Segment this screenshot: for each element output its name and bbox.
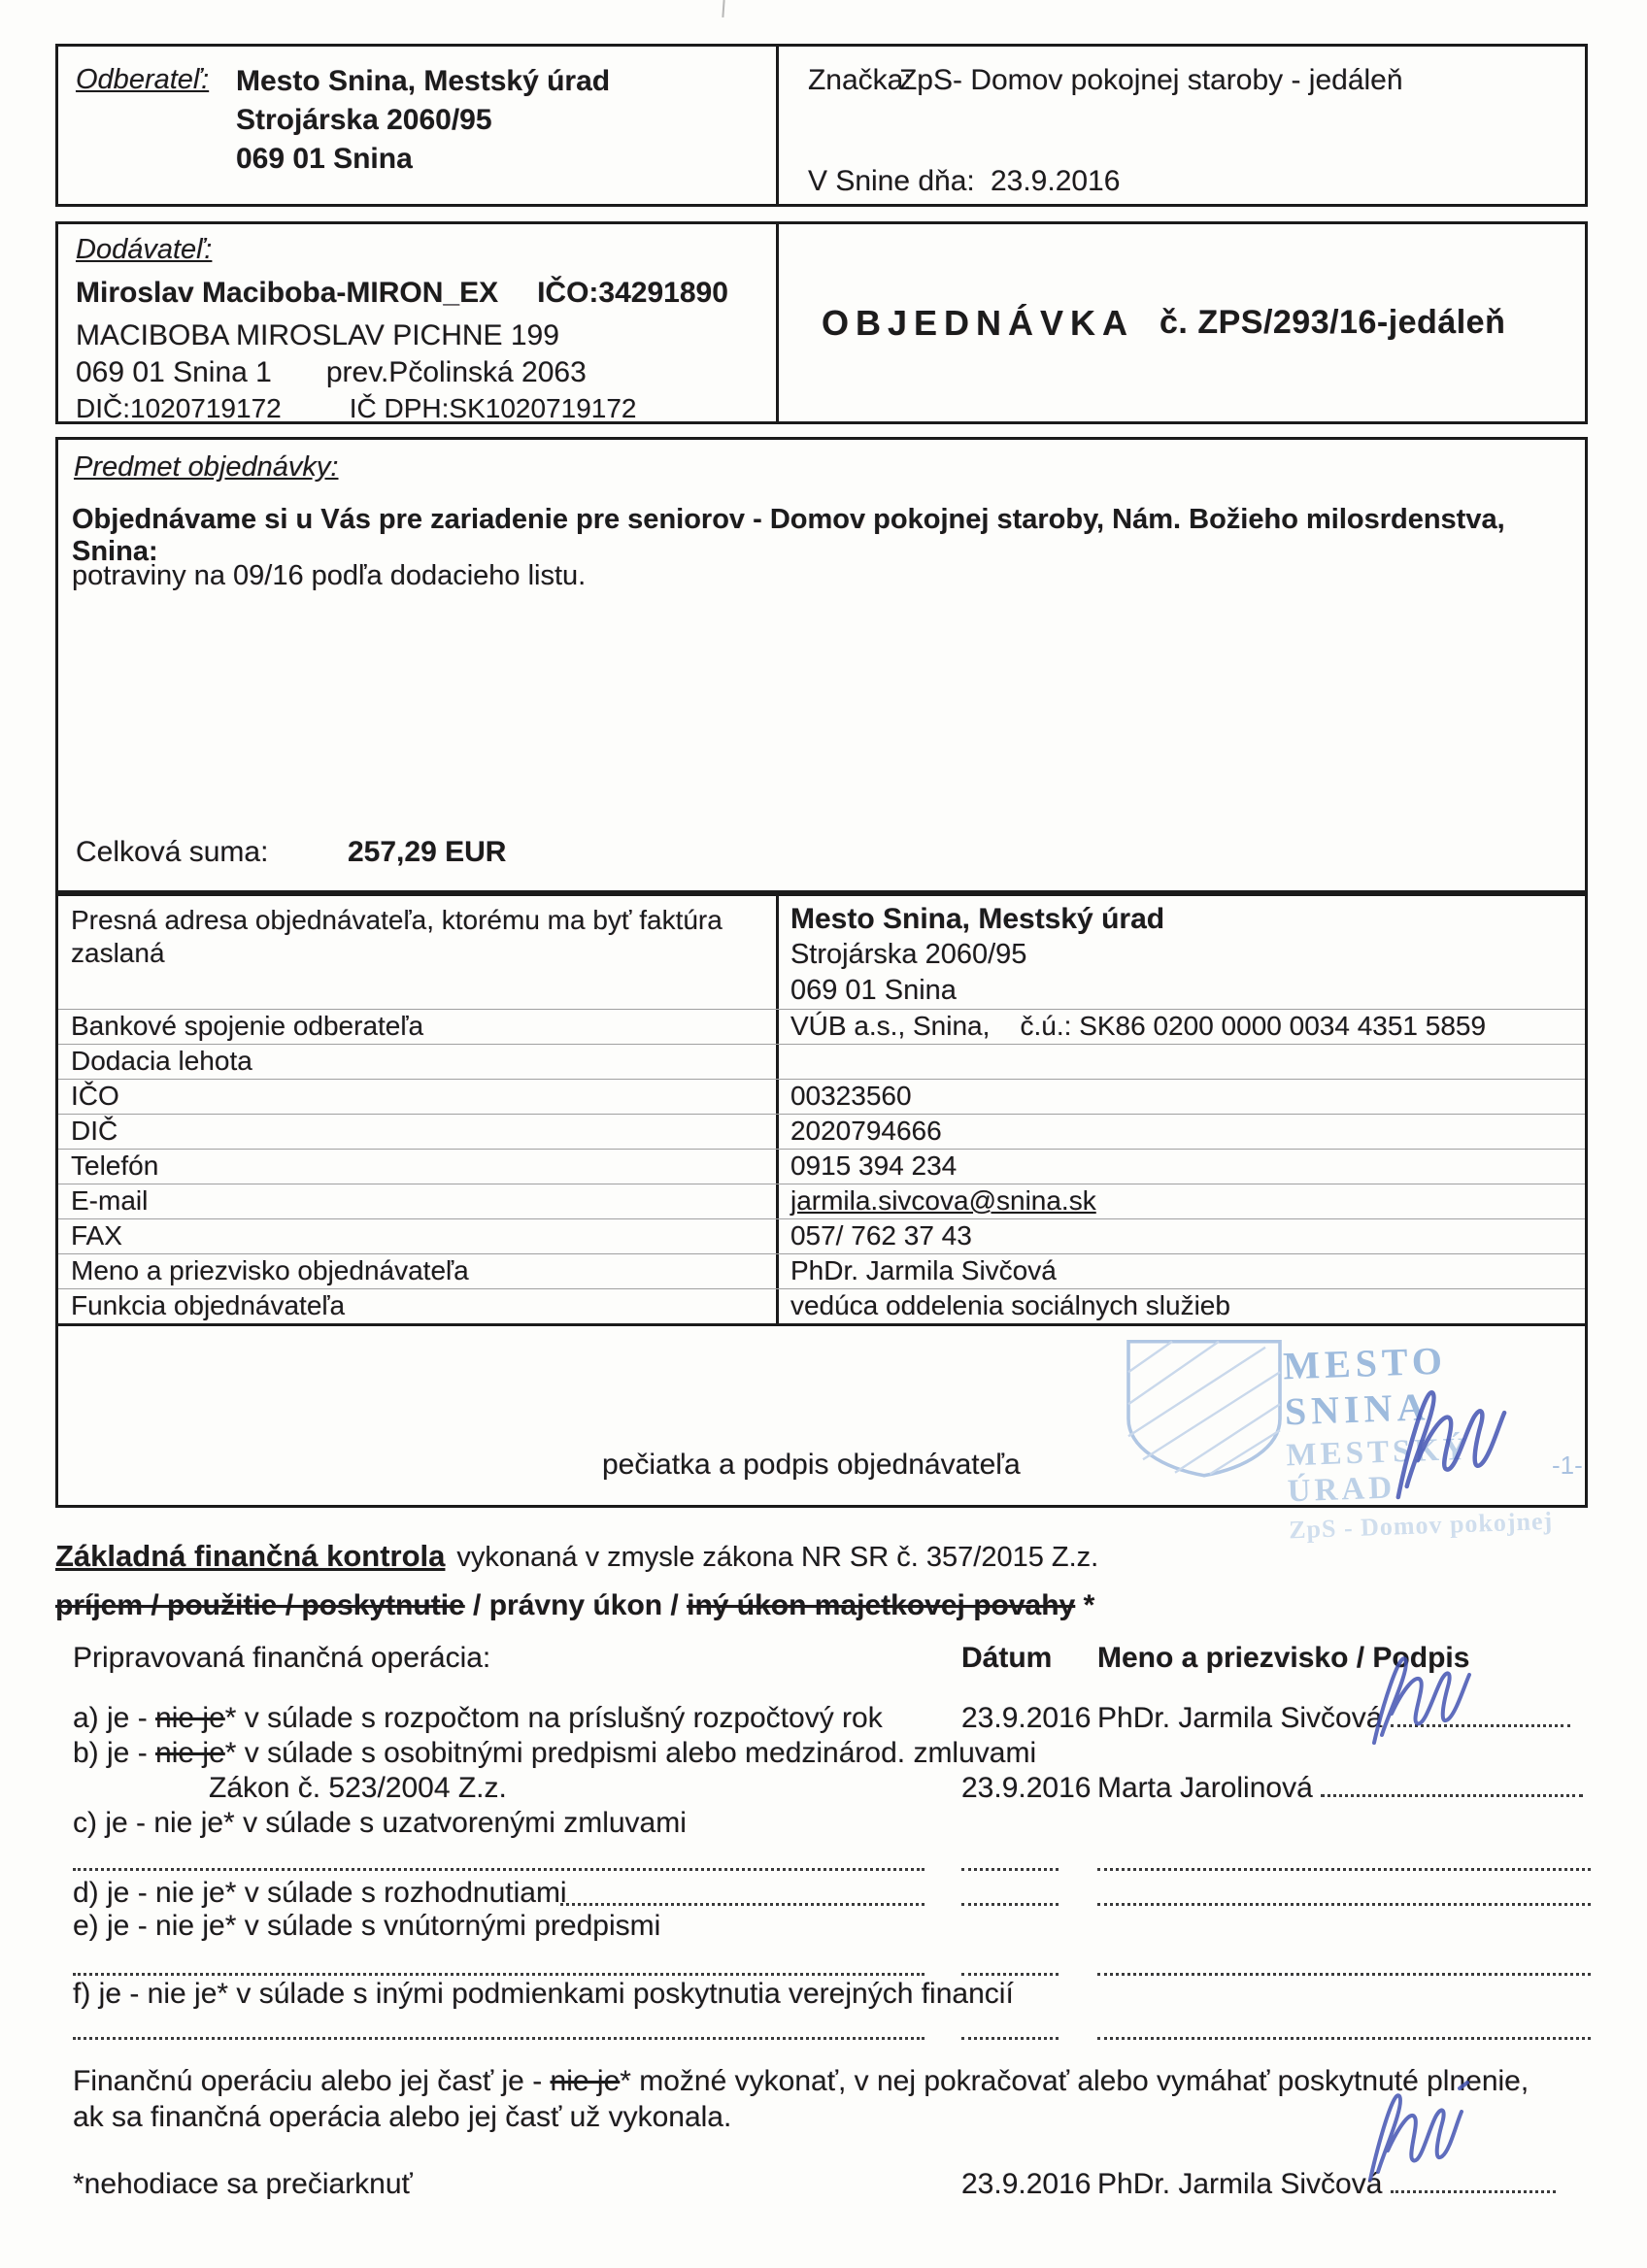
dotted-line	[961, 2037, 1059, 2040]
row-label: Bankové spojenie odberateľa	[58, 1010, 779, 1044]
stamp-note-label: pečiatka a podpis objednávateľa	[602, 1449, 1021, 1481]
buyer-reference-section	[55, 44, 1588, 207]
closing-suffix: * možné vykonať, v nej pokračovať alebo vymáhať poskytnuté plnenie,	[620, 2065, 1529, 2097]
dotted-row-2	[55, 1952, 1593, 1980]
buyer-city: 069 01 Snina	[236, 143, 413, 175]
kontrola-heading-rest: vykonaná v zmysle zákona NR SR č. 357/2015 Z.z.	[456, 1542, 1099, 1573]
table-row-fax	[58, 1218, 1585, 1253]
row-value: vedúca oddelenia sociálnych služieb	[790, 1290, 1230, 1320]
dotted-line	[1097, 1868, 1591, 1871]
supplier-line2: MACIBOBA MIROSLAV PICHNE 199	[76, 319, 559, 351]
stamp-line2: MESTSKÝ ÚRAD	[1285, 1431, 1471, 1510]
row-value: 057/ 762 37 43	[790, 1220, 972, 1251]
row-value-address	[779, 896, 1585, 1009]
stamp-signature	[1355, 1365, 1539, 1506]
row-b2-law: Zákon č. 523/2004 Z.z.	[209, 1772, 507, 1804]
place-date-label: V Snine dňa:	[807, 165, 975, 197]
dotted-row-1	[55, 1848, 1593, 1875]
place-date-value: 23.9.2016	[990, 165, 1121, 197]
stamp-page-mark: -1-	[1552, 1451, 1583, 1480]
buyer-street: Strojárska 2060/95	[236, 104, 492, 136]
invoice-address-city: 069 01 Snina	[790, 975, 957, 1006]
table-row-orderer-role	[58, 1288, 1585, 1323]
row-value: PhDr. Jarmila Sivčová	[790, 1255, 1057, 1285]
kontrola-heading: Základná finančná kontrola	[55, 1539, 446, 1573]
buyer-label: Odberateľ:	[76, 64, 210, 95]
dotted-line	[73, 2037, 924, 2040]
invoice-address-name: Mesto Snina, Mestský úrad	[790, 903, 1165, 935]
total-label: Celková suma:	[76, 836, 269, 868]
financial-control-section	[55, 1539, 1593, 2238]
row-label: FAX	[58, 1219, 779, 1253]
stamp-line1: MESTO SNINA	[1282, 1338, 1448, 1434]
table-row-email	[58, 1184, 1585, 1218]
signature-dotted-line	[1321, 1784, 1583, 1797]
kontrola-row-f	[55, 1978, 1593, 2011]
znacka-label: Značka:	[807, 64, 912, 96]
row-c-text: c) je - nie je* v súlade s uzatvorenými zmluvami	[73, 1807, 687, 1839]
table-row-bank	[58, 1009, 1585, 1044]
scan-artifact-mark	[722, 0, 724, 17]
supplier-name-line	[76, 277, 728, 310]
supplier-name: Miroslav Maciboba-MIRON_EX	[76, 277, 499, 309]
table-row-ico	[58, 1079, 1585, 1114]
dotted-row-3	[55, 2017, 1593, 2044]
subject-line2: potraviny na 09/16 podľa dodacieho listu.	[72, 560, 587, 591]
row-label: DIČ	[58, 1115, 779, 1149]
supplier-prevadzka: prev.Pčolinská 2063	[325, 356, 587, 388]
total-value: 257,29 EUR	[348, 836, 507, 868]
city-shield-stamp-icon	[1117, 1334, 1292, 1482]
dotted-line	[961, 1903, 1059, 1906]
dotted-line	[961, 1973, 1059, 1976]
dotted-line	[961, 1868, 1059, 1871]
supplier-city-line	[76, 356, 587, 389]
row-a-suffix: * v súlade s rozpočtom na príslušný rozpočtový rok	[224, 1702, 883, 1734]
closing-struck: nie je	[550, 2065, 621, 2097]
supplier-label: Dodávateľ:	[76, 234, 213, 265]
row-b-suffix: * v súlade s osobitnými predpismi alebo medzinárod. zmluvami	[224, 1737, 1037, 1769]
subject-line1: Objednávame si u Vás pre zariadenie pre seniorov - Domov pokojnej staroby, Nám. Božieho milosrdenstva, Snina:	[72, 504, 1505, 567]
table-row-dic	[58, 1114, 1585, 1149]
order-title-line	[779, 224, 1585, 421]
row-b-struck: nie je	[155, 1737, 225, 1769]
signature-final	[1345, 2075, 1481, 2189]
row-value: 00323560	[790, 1081, 912, 1111]
row-value	[779, 1045, 1585, 1079]
supplier-ico: IČO:34291890	[537, 277, 728, 309]
invoice-address-street: Strojárska 2060/95	[790, 939, 1027, 970]
row-b2-date: 23.9.2016	[961, 1772, 1092, 1804]
row-value: 0915 394 234	[790, 1151, 958, 1181]
order-cell	[779, 224, 1585, 421]
stamp-area	[58, 1323, 1585, 1545]
option-mid: / právny úkon /	[464, 1589, 688, 1621]
kontrola-row-d	[55, 1877, 1593, 1910]
buyer-name: Mesto Snina, Mestský úrad	[236, 65, 611, 97]
kontrola-row-c	[55, 1807, 1593, 1840]
row-label: E-mail	[58, 1184, 779, 1218]
dotted-line	[73, 1868, 924, 1871]
row-label: Dodacia lehota	[58, 1045, 779, 1079]
row-value-email: jarmila.sivcova@snina.sk	[790, 1185, 1096, 1216]
row-label: Funkcia objednávateľa	[58, 1289, 779, 1323]
supplier-cell	[58, 224, 779, 421]
closing-prefix: Finančnú operáciu alebo jej časť je -	[73, 2065, 551, 2097]
dotted-line	[1097, 2037, 1591, 2040]
row-a-struck: nie je	[155, 1702, 225, 1734]
dotted-line	[560, 1903, 924, 1906]
kontrola-row-e	[55, 1910, 1593, 1943]
stamp-line3: ZpS - Domov pokojnej	[1288, 1506, 1554, 1545]
supplier-icdph: IČ DPH:SK1020719172	[349, 393, 637, 423]
row-label: IČO	[58, 1080, 779, 1114]
supplier-dic: DIČ:1020719172	[76, 393, 282, 423]
table-row-delivery	[58, 1044, 1585, 1079]
details-table	[55, 893, 1588, 1545]
supplier-tax-line	[76, 393, 636, 424]
option-struck-2: iný úkon majetkovej povahy	[687, 1589, 1076, 1621]
row-a-prefix: a) je -	[73, 1702, 156, 1734]
row-value: VÚB a.s., Snina, č.ú.: SK86 0200 0000 0034 4351 5859	[790, 1011, 1487, 1041]
row-label: Telefón	[58, 1150, 779, 1184]
supplier-order-section	[55, 221, 1588, 424]
row-f-text: f) je - nie je* v súlade s inými podmienkami poskytnutia verejných financií	[73, 1978, 1014, 2010]
row-b2-name: Marta Jarolinová	[1097, 1772, 1322, 1804]
subject-label: Predmet objednávky:	[74, 451, 339, 483]
closing-line2: ak sa finančná operácia alebo jej časť už vykonala.	[73, 2101, 732, 2133]
table-row-orderer-name	[58, 1253, 1585, 1288]
order-number: č. ZPS/293/16-jedáleň	[1160, 304, 1506, 341]
column-name-header: Meno a priezvisko / Podpis	[1097, 1642, 1470, 1674]
option-struck-1: príjem / použitie / poskytnutie	[55, 1589, 465, 1621]
znacka-value: ZpS- Domov pokojnej staroby - jedáleň	[898, 64, 1403, 96]
dotted-line	[1097, 1903, 1591, 1906]
row-a-date: 23.9.2016	[961, 1702, 1092, 1734]
table-row-phone	[58, 1149, 1585, 1184]
operation-label: Pripravovaná finančná operácia:	[73, 1642, 491, 1674]
row-label: Presná adresa objednávateľa, ktorému ma byť faktúra zaslaná	[58, 896, 779, 1009]
signature-row-a	[1339, 1636, 1504, 1752]
reference-cell	[779, 47, 1585, 204]
row-value: 2020794666	[790, 1116, 942, 1146]
table-row-address	[58, 896, 1585, 1009]
row-d-text: d) je - nie je* v súlade s rozhodnutiami	[73, 1877, 567, 1909]
row-b-prefix: b) je -	[73, 1737, 156, 1769]
row-a-name: PhDr. Jarmila Sivčová	[1097, 1702, 1391, 1734]
dotted-line	[1097, 1973, 1591, 1976]
dotted-line	[73, 1973, 924, 1976]
order-subject-section	[55, 437, 1588, 893]
kontrola-options-line	[55, 1589, 1593, 1622]
final-date: 23.9.2016	[961, 2168, 1092, 2200]
row-label: Meno a priezvisko objednávateľa	[58, 1254, 779, 1288]
final-name: PhDr. Jarmila Sivčová	[1097, 2168, 1391, 2200]
buyer-address	[236, 62, 610, 179]
buyer-cell	[58, 47, 779, 204]
row-e-text: e) je - nie je* v súlade s vnútornými predpismi	[73, 1910, 661, 1942]
order-title: OBJEDNÁVKA	[821, 302, 1135, 343]
option-star: *	[1075, 1589, 1095, 1621]
column-date-header: Dátum	[961, 1642, 1053, 1674]
supplier-city: 069 01 Snina 1	[76, 356, 272, 388]
footnote: *nehodiace sa prečiarknuť	[73, 2168, 413, 2200]
kontrola-row-b2	[55, 1772, 1593, 1805]
